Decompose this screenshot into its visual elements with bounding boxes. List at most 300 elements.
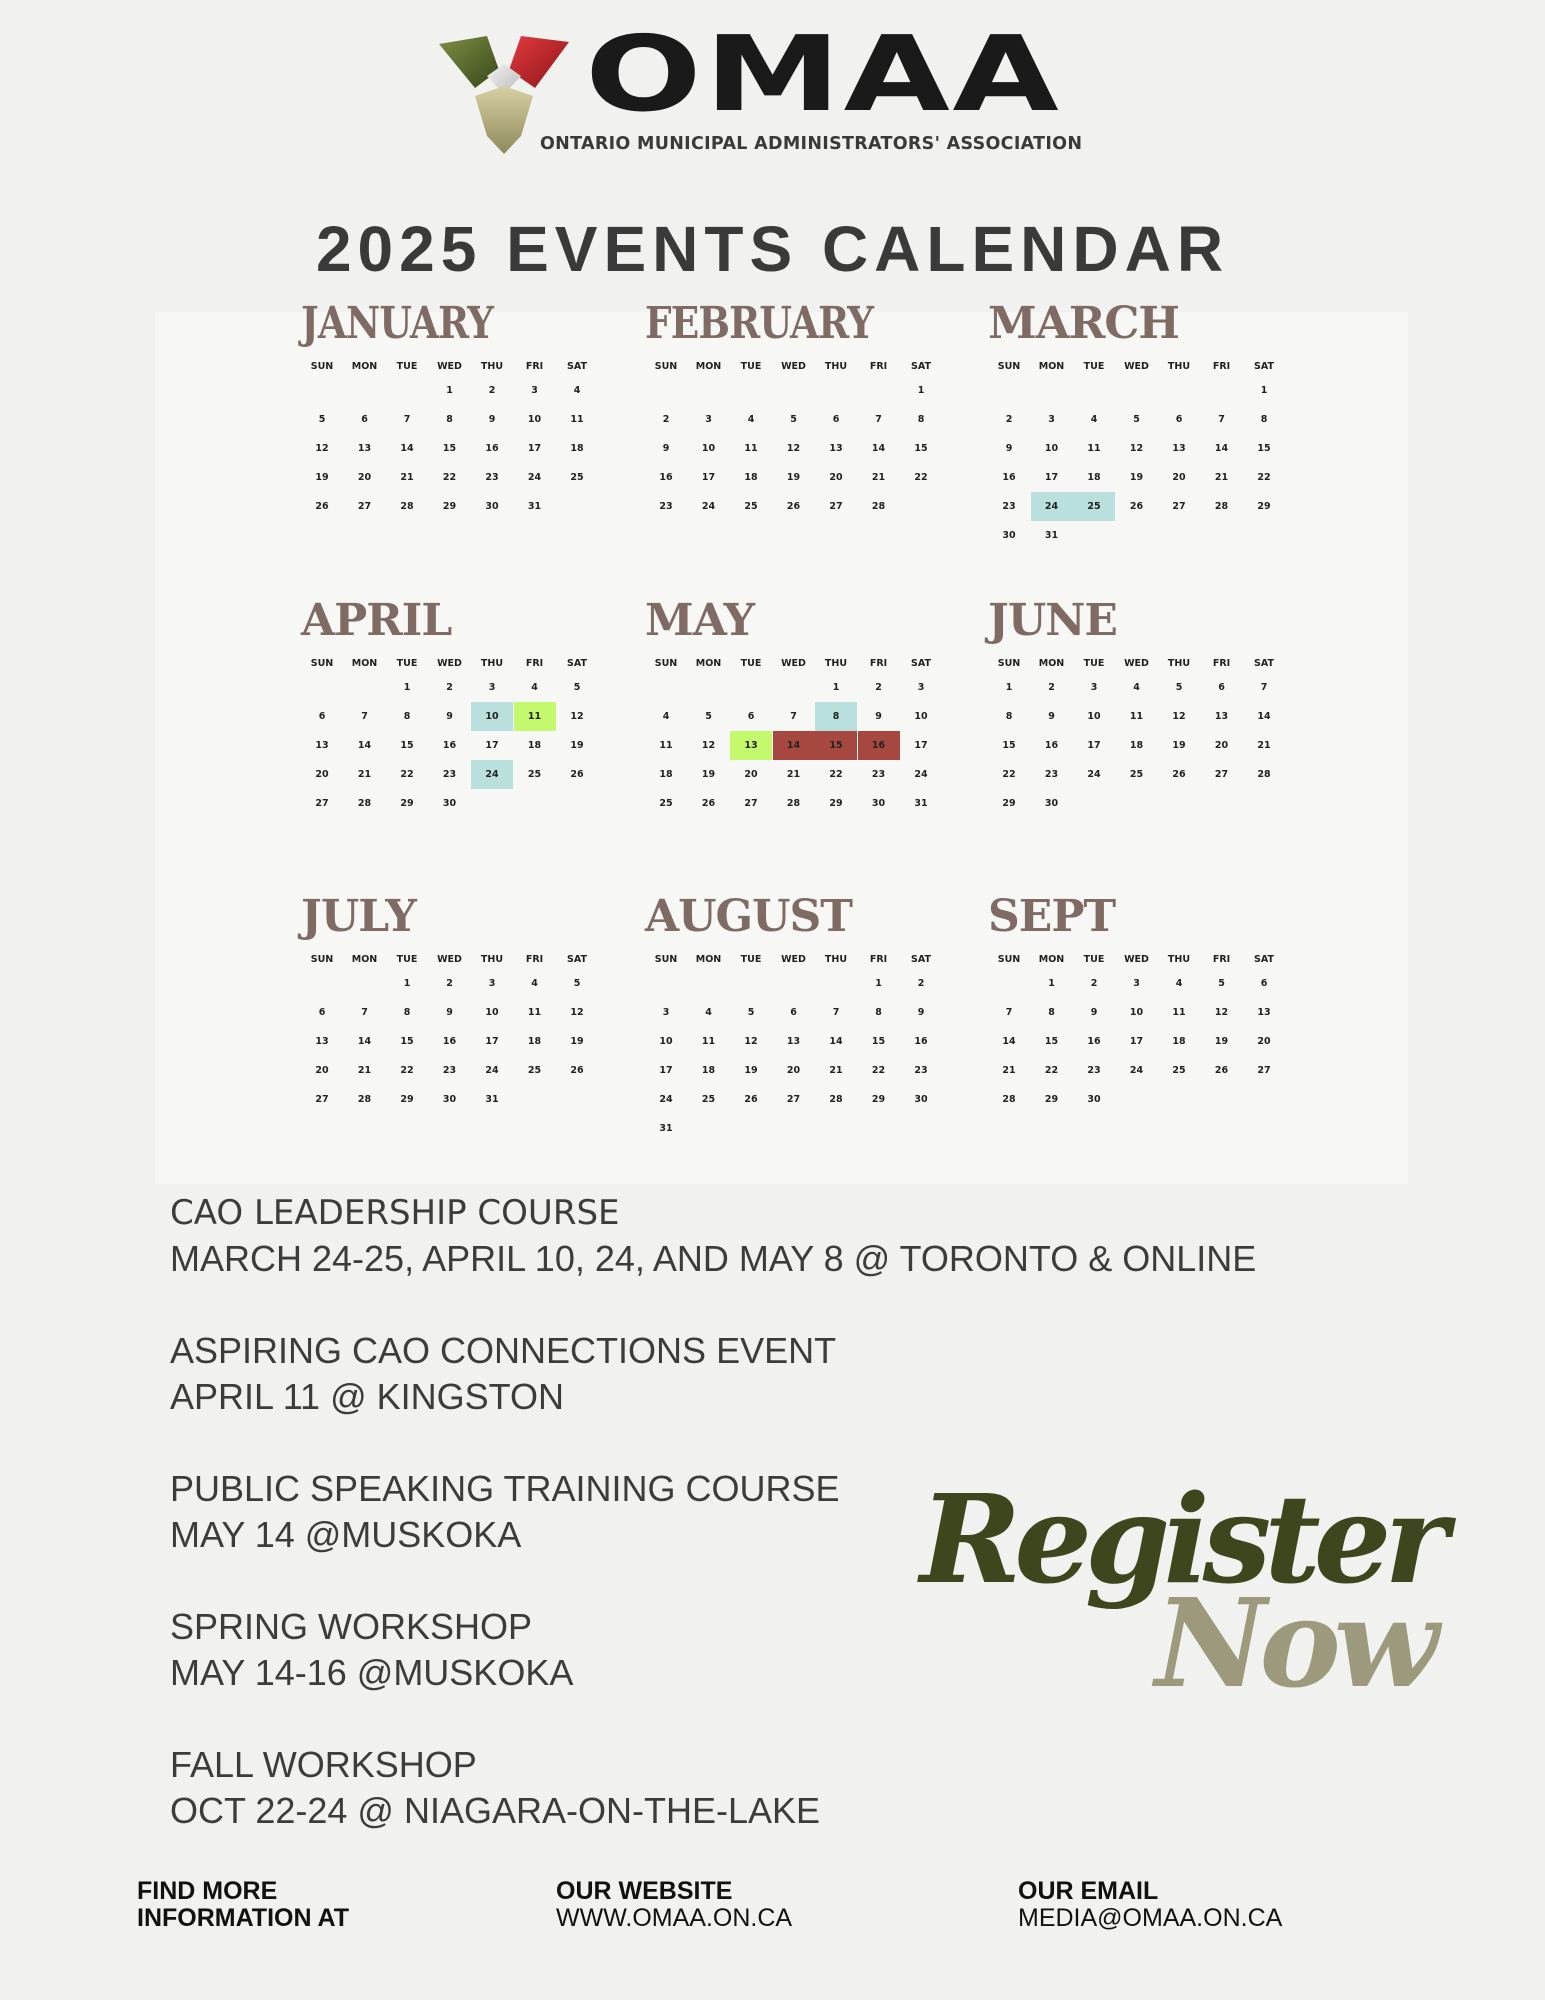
- calendar-day: 29: [1002, 798, 1016, 809]
- calendar-day: 30: [914, 1094, 928, 1105]
- event-day: 10: [471, 702, 513, 731]
- calendar-day: 27: [1172, 501, 1186, 512]
- month-name: SEPT: [988, 891, 1116, 942]
- calendar-day: 4: [531, 978, 538, 989]
- calendar-day: 25: [1172, 1065, 1186, 1076]
- calendar-day: 11: [570, 414, 584, 425]
- calendar-day: 7: [1218, 414, 1225, 425]
- calendar-day: 26: [786, 501, 801, 512]
- calendar-day: 15: [400, 1036, 414, 1047]
- event-day: 14: [773, 731, 815, 760]
- calendar-day: 5: [1218, 978, 1225, 989]
- calendar-day: 9: [1048, 711, 1055, 722]
- weekday-label: SUN: [654, 361, 678, 372]
- weekday-label: TUE: [740, 658, 762, 669]
- calendar-day: 1: [403, 978, 411, 989]
- event-detail: OCT 22-24 @ NIAGARA-ON-THE-LAKE: [170, 1790, 821, 1831]
- calendar-day: 16: [914, 1036, 928, 1047]
- weekday-label: FRI: [525, 954, 544, 965]
- weekday-label: SAT: [911, 658, 931, 669]
- calendar-day: 6: [361, 414, 368, 425]
- register-now-link-secondary[interactable]: Now: [1155, 1571, 1432, 1715]
- calendar-day: 12: [1172, 711, 1186, 722]
- calendar-day: 5: [573, 682, 581, 693]
- event-day: 8: [815, 702, 857, 731]
- calendar-day: 8: [1260, 414, 1268, 425]
- weekday-label: FRI: [869, 954, 888, 965]
- calendar-day: 23: [442, 769, 457, 780]
- calendar-day: 7: [361, 711, 368, 722]
- calendar-day: 31: [527, 501, 542, 512]
- footer-info-label: FIND MORE INFORMATION AT: [137, 1877, 349, 1932]
- calendar-day: 14: [1257, 711, 1271, 722]
- calendar-day: 2: [917, 978, 925, 989]
- weekday-label: THU: [824, 361, 848, 372]
- calendar-day: 3: [531, 385, 538, 396]
- event-day: 25: [1073, 492, 1115, 521]
- calendar-day: 14: [1214, 443, 1229, 454]
- calendar-day: 24: [1087, 769, 1101, 780]
- calendar-day: 1: [832, 682, 840, 693]
- calendar-day: 25: [701, 1094, 716, 1105]
- calendar-day: 22: [1002, 769, 1016, 780]
- weekday-label: TUE: [396, 954, 418, 965]
- calendar-day: 26: [570, 1065, 584, 1076]
- calendar-day: 30: [1002, 530, 1016, 541]
- calendar-day: 21: [829, 1065, 843, 1076]
- calendar-day: 14: [1002, 1036, 1016, 1047]
- weekday-label: THU: [1167, 361, 1191, 372]
- calendar-day: 17: [1129, 1036, 1144, 1047]
- calendar-day: 23: [485, 472, 499, 483]
- weekday-label: SAT: [567, 658, 587, 669]
- weekday-label: WED: [781, 658, 806, 669]
- calendar-day: 2: [446, 978, 453, 989]
- calendar-day: 5: [318, 414, 326, 425]
- calendar-day: 19: [1214, 1036, 1229, 1047]
- calendar-day: 16: [1044, 740, 1059, 751]
- month-name: FEBRUARY: [645, 298, 874, 349]
- weekday-header: [645, 953, 945, 967]
- weekday-label: SUN: [310, 954, 334, 965]
- calendar-day: 6: [832, 414, 840, 425]
- calendar-day: 3: [488, 682, 496, 693]
- calendar-day: 15: [1002, 740, 1016, 751]
- calendar-day: 20: [357, 472, 372, 483]
- calendar-day: 3: [917, 682, 925, 693]
- email-link[interactable]: MEDIA@OMAA.ON.CA: [1018, 1904, 1283, 1932]
- calendar-day: 21: [357, 1065, 372, 1076]
- footer-info: [137, 1878, 349, 1932]
- calendar-day: 1: [875, 978, 882, 989]
- event-title: CAO LEADERSHIP COURSE: [170, 1193, 620, 1233]
- calendar-day: 27: [829, 501, 843, 512]
- calendar-day: 13: [357, 443, 372, 454]
- month-august: [645, 891, 945, 1165]
- calendar-day: 15: [914, 443, 928, 454]
- calendar-day: 17: [485, 1036, 499, 1047]
- weekday-label: FRI: [869, 361, 888, 372]
- calendar-day: 31: [1044, 530, 1059, 541]
- weekday-label: TUE: [740, 954, 762, 965]
- calendar-day: 28: [357, 798, 372, 809]
- calendar-day: 16: [442, 740, 457, 751]
- calendar-day: 18: [527, 740, 542, 751]
- calendar-day: 28: [1002, 1094, 1016, 1105]
- calendar-day: 27: [786, 1094, 801, 1105]
- calendar-day: 19: [570, 1036, 584, 1047]
- calendar-day: 25: [744, 501, 758, 512]
- calendar-day: 20: [315, 1065, 329, 1076]
- calendar-day: 7: [361, 1007, 368, 1018]
- calendar-day: 13: [786, 1036, 801, 1047]
- month-june: [988, 595, 1288, 869]
- calendar-day: 15: [442, 443, 457, 454]
- calendar-day: 30: [442, 1094, 457, 1105]
- event-day: 24: [1031, 492, 1073, 521]
- calendar-day: 16: [442, 1036, 457, 1047]
- weekday-label: SAT: [1254, 361, 1274, 372]
- calendar-day: 18: [659, 769, 673, 780]
- weekday-label: TUE: [740, 361, 762, 372]
- calendar-day: 6: [318, 1007, 326, 1018]
- calendar-day: 25: [527, 1065, 542, 1076]
- weekday-label: FRI: [525, 658, 544, 669]
- calendar-day: 9: [875, 711, 882, 722]
- calendar-day: 13: [315, 1036, 329, 1047]
- calendar-day: 27: [357, 501, 372, 512]
- calendar-day: 10: [659, 1036, 673, 1047]
- calendar-day: 17: [914, 740, 928, 751]
- calendar-day: 20: [1214, 740, 1229, 751]
- weekday-header: [988, 953, 1288, 967]
- calendar-day: 30: [871, 798, 886, 809]
- calendar-day: 4: [705, 1007, 712, 1018]
- month-name: APRIL: [301, 595, 452, 646]
- calendar-day: 4: [1175, 978, 1183, 989]
- weekday-label: WED: [781, 954, 806, 965]
- calendar-day: 26: [315, 501, 329, 512]
- calendar-day: 19: [744, 1065, 758, 1076]
- calendar-day: 6: [1218, 682, 1225, 693]
- calendar-day: 29: [871, 1094, 886, 1105]
- calendar-day: 1: [1260, 385, 1268, 396]
- calendar-day: 24: [527, 472, 542, 483]
- calendar-day: 18: [744, 472, 758, 483]
- month-february: [645, 298, 945, 572]
- calendar-day: 3: [662, 1007, 670, 1018]
- calendar-day: 8: [1048, 1007, 1055, 1018]
- calendar-day: 15: [871, 1036, 886, 1047]
- calendar-day: 16: [485, 443, 499, 454]
- calendar-day: 20: [315, 769, 329, 780]
- calendar-day: 24: [914, 769, 928, 780]
- calendar-day: 9: [1005, 443, 1013, 454]
- calendar-day: 12: [1129, 443, 1144, 454]
- calendar-day: 16: [1087, 1036, 1101, 1047]
- calendar-day: 16: [659, 472, 673, 483]
- weekday-label: FRI: [1212, 658, 1231, 669]
- weekday-label: WED: [1124, 361, 1149, 372]
- calendar-day: 1: [917, 385, 925, 396]
- weekday-label: SUN: [310, 361, 334, 372]
- calendar-day: 17: [1087, 740, 1101, 751]
- calendar-day: 7: [403, 414, 411, 425]
- calendar-day: 3: [1090, 682, 1098, 693]
- calendar-day: 2: [1005, 414, 1013, 425]
- calendar-day: 12: [570, 711, 584, 722]
- calendar-day: 18: [701, 1065, 716, 1076]
- weekday-label: MON: [1038, 658, 1065, 669]
- calendar-day: 28: [829, 1094, 843, 1105]
- weekday-label: THU: [480, 361, 504, 372]
- weekday-label: THU: [824, 954, 848, 965]
- event-item: [170, 1604, 1220, 1696]
- calendar-day: 2: [488, 385, 496, 396]
- calendar-day: 23: [659, 501, 673, 512]
- calendar-day: 26: [1172, 769, 1186, 780]
- calendar-day: 24: [485, 1065, 499, 1076]
- weekday-label: SUN: [654, 954, 678, 965]
- month-april: [301, 595, 601, 869]
- calendar-day: 26: [1129, 501, 1144, 512]
- calendar-day: 25: [1129, 769, 1144, 780]
- calendar-day: 10: [1129, 1007, 1144, 1018]
- weekday-label: MON: [351, 954, 378, 965]
- weekday-label: TUE: [1083, 658, 1105, 669]
- calendar-day: 29: [829, 798, 843, 809]
- weekday-label: WED: [437, 954, 462, 965]
- weekday-label: FRI: [869, 658, 888, 669]
- calendar-day: 2: [1048, 682, 1055, 693]
- logo-subtitle: ONTARIO MUNICIPAL ADMINISTRATORS' ASSOCIATION: [540, 134, 1083, 154]
- calendar-day: 28: [400, 501, 414, 512]
- calendar-day: 22: [400, 769, 414, 780]
- calendar-day: 29: [400, 1094, 414, 1105]
- calendar-day: 18: [570, 443, 584, 454]
- calendar-day: 14: [871, 443, 886, 454]
- calendar-day: 20: [829, 472, 843, 483]
- calendar-day: 11: [744, 443, 758, 454]
- calendar-day: 29: [400, 798, 414, 809]
- calendar-day: 8: [446, 414, 453, 425]
- weekday-label: SAT: [1254, 658, 1274, 669]
- calendar-day: 11: [527, 1007, 542, 1018]
- calendar-day: 6: [1260, 978, 1268, 989]
- calendar-day: 29: [1044, 1094, 1059, 1105]
- website-link[interactable]: WWW.OMAA.ON.CA: [556, 1904, 793, 1932]
- calendar-day: 6: [318, 711, 326, 722]
- calendar-day: 1: [446, 385, 453, 396]
- weekday-header: [301, 360, 601, 374]
- calendar-day: 21: [1257, 740, 1271, 751]
- calendar-day: 5: [1175, 682, 1183, 693]
- month-name: JUNE: [988, 595, 1117, 646]
- page-title: 2025 EVENTS CALENDAR: [315, 213, 1230, 285]
- calendar-day: 4: [1133, 682, 1140, 693]
- calendar-day: 15: [1257, 443, 1271, 454]
- calendar-day: 13: [829, 443, 843, 454]
- month-name: JULY: [301, 891, 416, 942]
- calendar-day: 18: [527, 1036, 542, 1047]
- calendar-day: 21: [871, 472, 886, 483]
- calendar-day: 6: [747, 711, 755, 722]
- calendar-day: 3: [1048, 414, 1055, 425]
- calendar-day: 15: [1044, 1036, 1059, 1047]
- calendar-day: 23: [871, 769, 886, 780]
- calendar-day: 14: [400, 443, 414, 454]
- calendar-day: 1: [1005, 682, 1013, 693]
- weekday-label: MON: [351, 361, 378, 372]
- calendar-day: 31: [914, 798, 928, 809]
- weekday-label: MON: [1038, 361, 1065, 372]
- calendar-day: 13: [315, 740, 329, 751]
- calendar-day: 1: [403, 682, 411, 693]
- weekday-label: SUN: [997, 658, 1021, 669]
- event-title: PUBLIC SPEAKING TRAINING COURSE: [170, 1468, 840, 1509]
- calendar-day: 28: [1214, 501, 1229, 512]
- event-item: [170, 1328, 1220, 1420]
- calendar-day: 10: [701, 443, 716, 454]
- calendar-day: 9: [446, 711, 453, 722]
- weekday-header: [645, 360, 945, 374]
- calendar-day: 2: [662, 414, 670, 425]
- calendar-day: 12: [744, 1036, 758, 1047]
- calendar-day: 24: [1129, 1065, 1144, 1076]
- month-name: AUGUST: [645, 891, 852, 942]
- weekday-label: SAT: [567, 954, 587, 965]
- calendar-day: 5: [705, 711, 712, 722]
- weekday-header: [988, 360, 1288, 374]
- calendar-day: 14: [829, 1036, 843, 1047]
- calendar-day: 8: [403, 1007, 411, 1018]
- event-title: SPRING WORKSHOP: [170, 1606, 533, 1647]
- weekday-label: MON: [695, 954, 722, 965]
- calendar-day: 8: [403, 711, 411, 722]
- calendar-day: 4: [747, 414, 755, 425]
- footer-website-label: OUR WEBSITE: [556, 1877, 733, 1905]
- month-march: [988, 298, 1288, 572]
- calendar-day: 6: [790, 1007, 797, 1018]
- calendar-day: 8: [875, 1007, 882, 1018]
- calendar-day: 2: [1090, 978, 1098, 989]
- event-detail: MAY 14-16 @MUSKOKA: [170, 1652, 574, 1693]
- footer-website: [556, 1878, 792, 1932]
- calendar-day: 20: [786, 1065, 801, 1076]
- weekday-header: [988, 657, 1288, 671]
- month-july: [301, 891, 601, 1165]
- calendar-day: 5: [573, 978, 581, 989]
- calendar-day: 3: [705, 414, 712, 425]
- calendar-day: 26: [1214, 1065, 1229, 1076]
- weekday-label: THU: [1167, 658, 1191, 669]
- calendar-day: 23: [1002, 501, 1016, 512]
- calendar-day: 22: [400, 1065, 414, 1076]
- event-detail: APRIL 11 @ KINGSTON: [170, 1376, 564, 1417]
- calendar-day: 18: [1129, 740, 1144, 751]
- footer-email: [1018, 1878, 1282, 1932]
- weekday-label: TUE: [396, 658, 418, 669]
- weekday-label: MON: [695, 361, 722, 372]
- calendar-day: 22: [914, 472, 928, 483]
- event-detail: MAY 14 @MUSKOKA: [170, 1514, 522, 1555]
- calendar-day: 27: [744, 798, 758, 809]
- calendar-day: 21: [786, 769, 801, 780]
- calendar-day: 7: [875, 414, 882, 425]
- calendar-day: 22: [1044, 1065, 1059, 1076]
- calendar-day: 6: [1175, 414, 1183, 425]
- weekday-label: SAT: [1254, 954, 1274, 965]
- calendar-day: 3: [1133, 978, 1140, 989]
- weekday-label: FRI: [1212, 361, 1231, 372]
- calendar-day: 21: [357, 769, 372, 780]
- calendar-day: 27: [1257, 1065, 1271, 1076]
- event-item: [170, 1742, 1220, 1834]
- event-day: 15: [815, 731, 857, 760]
- calendar-day: 1: [1048, 978, 1055, 989]
- weekday-label: TUE: [396, 361, 418, 372]
- calendar-day: 3: [488, 978, 496, 989]
- calendar-day: 4: [573, 385, 581, 396]
- calendar-day: 24: [701, 501, 716, 512]
- weekday-label: SAT: [911, 361, 931, 372]
- calendar-day: 18: [1087, 472, 1101, 483]
- calendar-day: 21: [1214, 472, 1229, 483]
- calendar-day: 28: [1257, 769, 1271, 780]
- calendar-day: 27: [315, 798, 329, 809]
- logo-wordmark: OMAA: [585, 13, 1062, 135]
- calendar-day: 22: [442, 472, 457, 483]
- event-day: 11: [514, 702, 556, 731]
- calendar-day: 19: [786, 472, 801, 483]
- calendar-day: 24: [659, 1094, 673, 1105]
- calendar-day: 2: [446, 682, 453, 693]
- month-name: JANUARY: [301, 298, 494, 349]
- calendar-day: 23: [1087, 1065, 1101, 1076]
- calendar-day: 19: [570, 740, 584, 751]
- calendar-day: 12: [315, 443, 329, 454]
- calendar-day: 28: [786, 798, 801, 809]
- calendar-day: 22: [829, 769, 843, 780]
- calendar-day: 31: [485, 1094, 499, 1105]
- register-now-link[interactable]: Register: [920, 1467, 1442, 1611]
- calendar-day: 26: [570, 769, 584, 780]
- calendar-day: 13: [1172, 443, 1186, 454]
- calendar-day: 8: [917, 414, 925, 425]
- calendar-day: 2: [875, 682, 882, 693]
- calendar-day: 28: [871, 501, 886, 512]
- calendar-day: 4: [531, 682, 538, 693]
- month-name: MARCH: [988, 298, 1180, 349]
- calendar-day: 9: [662, 443, 670, 454]
- event-item: [170, 1190, 1257, 1282]
- month-may: [645, 595, 945, 869]
- month-sept: [988, 891, 1288, 1165]
- calendar-day: 20: [744, 769, 758, 780]
- calendar-day: 15: [400, 740, 414, 751]
- calendar-day: 19: [1129, 472, 1144, 483]
- calendar-day: 9: [446, 1007, 453, 1018]
- weekday-label: FRI: [1212, 954, 1231, 965]
- weekday-label: TUE: [1083, 361, 1105, 372]
- calendar-day: 20: [1172, 472, 1186, 483]
- weekday-header: [301, 657, 601, 671]
- calendar-day: 11: [659, 740, 673, 751]
- calendar-day: 10: [914, 711, 928, 722]
- calendar-day: 31: [659, 1123, 673, 1134]
- calendar-day: 11: [701, 1036, 716, 1047]
- calendar-day: 22: [1257, 472, 1271, 483]
